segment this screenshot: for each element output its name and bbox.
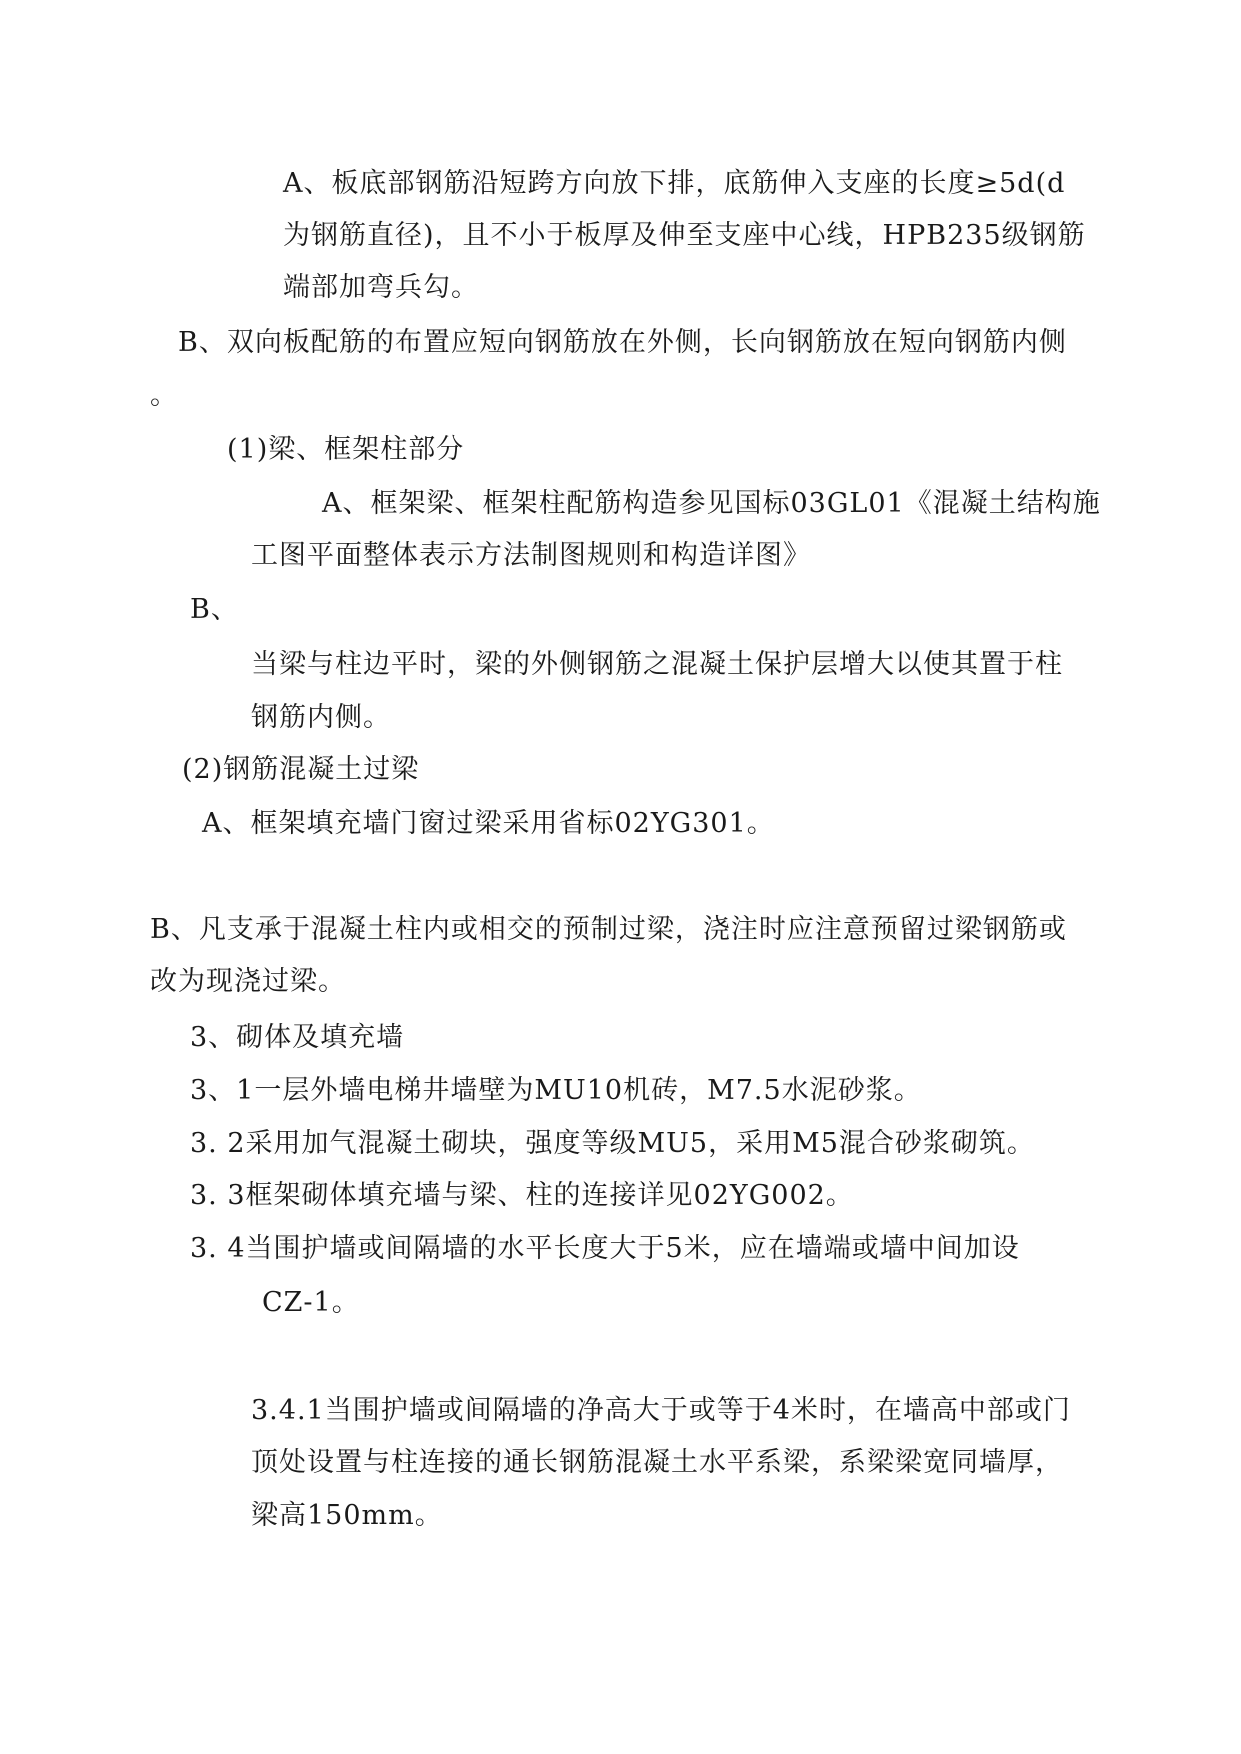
text-line: B、凡支承于混凝土柱内或相交的预制过梁，浇注时应注意预留过梁钢筋或	[150, 914, 1067, 945]
text-line: 梁高150mm。	[251, 1500, 443, 1531]
section-heading: 3、砌体及填充墙	[190, 1022, 405, 1053]
text-line: 3. 3框架砌体填充墙与梁、柱的连接详见02YG002。	[190, 1180, 854, 1211]
text-line: A、板底部钢筋沿短跨方向放下排，底筋伸入支座的长度≥5d(d	[283, 168, 1066, 199]
text-line: 3.4.1当围护墙或间隔墙的净高大于或等于4米时，在墙高中部或门	[251, 1395, 1071, 1426]
text-line: CZ-1。	[262, 1287, 360, 1318]
text-line: 。	[150, 380, 178, 411]
text-line: A、框架填充墙门窗过梁采用省标02YG301。	[202, 808, 775, 839]
text-line: 改为现浇过梁。	[150, 966, 346, 997]
section-heading: (1)梁、框架柱部分	[227, 434, 465, 465]
text-line: 3. 4当围护墙或间隔墙的水平长度大于5米，应在墙端或墙中间加设	[190, 1233, 1020, 1264]
text-line: B、	[190, 594, 239, 625]
text-line: A、框架梁、框架柱配筋构造参见国标03GL01《混凝土结构施	[322, 488, 1101, 519]
text-line: 顶处设置与柱连接的通长钢筋混凝土水平系梁，系梁梁宽同墙厚，	[251, 1447, 1063, 1478]
text-line: 3. 2采用加气混凝土砌块，强度等级MU5，采用M5混合砂浆砌筑。	[190, 1128, 1035, 1159]
text-line: 当梁与柱边平时，梁的外侧钢筋之混凝土保护层增大以使其置于柱	[251, 649, 1063, 680]
text-line: 钢筋内侧。	[251, 702, 391, 733]
text-line: 为钢筋直径)，且不小于板厚及伸至支座中心线，HPB235级钢筋	[283, 220, 1086, 251]
text-line: 端部加弯兵勾。	[283, 272, 479, 303]
section-heading: (2)钢筋混凝土过梁	[182, 754, 420, 785]
text-line: B、双向板配筋的布置应短向钢筋放在外侧，长向钢筋放在短向钢筋内侧	[178, 327, 1067, 358]
text-line: 3、1一层外墙电梯井墙壁为MU10机砖，M7.5水泥砂浆。	[190, 1075, 922, 1106]
text-line: 工图平面整体表示方法制图规则和构造详图》	[251, 540, 811, 571]
